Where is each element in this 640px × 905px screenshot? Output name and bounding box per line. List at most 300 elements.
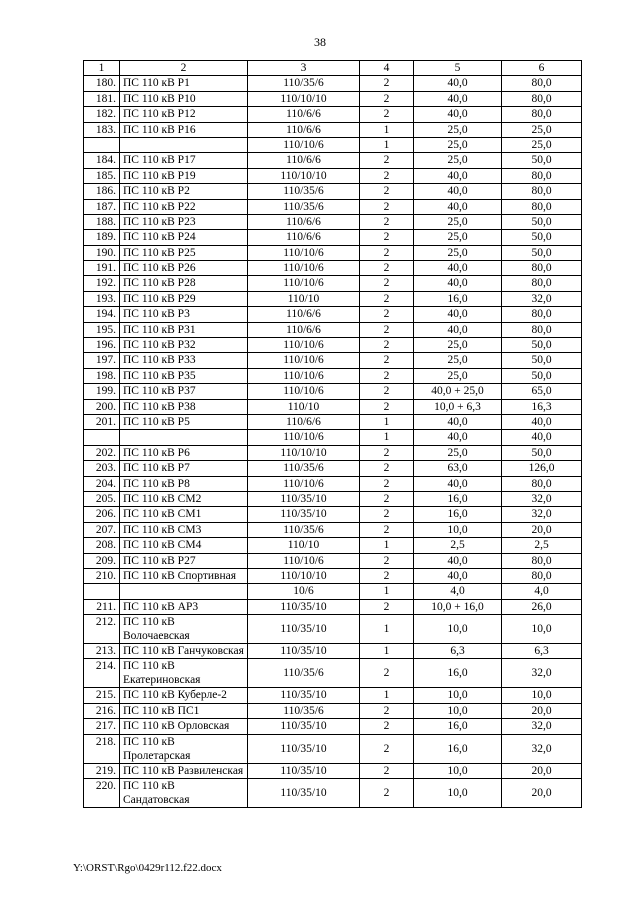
voltage-cell: 110/10/6 [248, 353, 360, 368]
voltage-cell: 110/35/10 [248, 719, 360, 734]
table-row [84, 659, 582, 688]
row-number-cell: 192. [84, 276, 120, 291]
voltage-cell: 110/35/6 [248, 461, 360, 476]
transformer-count-cell: 2 [360, 703, 414, 718]
table-row [84, 763, 582, 778]
total-power-cell: 50,0 [502, 338, 582, 353]
voltage-cell: 110/10/6 [248, 245, 360, 260]
total-power-cell: 20,0 [502, 763, 582, 778]
transformer-count-cell: 2 [360, 322, 414, 337]
header-cell: 3 [248, 61, 360, 76]
total-power-cell: 50,0 [502, 153, 582, 168]
row-number-cell: 212. [84, 615, 120, 644]
transformer-power-cell: 10,0 [414, 522, 502, 537]
transformer-count-cell: 2 [360, 779, 414, 808]
total-power-cell: 2,5 [502, 538, 582, 553]
table-row [84, 307, 582, 322]
total-power-cell: 16,3 [502, 399, 582, 414]
transformer-power-cell: 40,0 [414, 307, 502, 322]
row-number-cell: 217. [84, 719, 120, 734]
row-number-cell: 187. [84, 199, 120, 214]
table-row [84, 553, 582, 568]
table-row [84, 276, 582, 291]
substation-name-cell: ПС 110 кВ Р35 [120, 368, 248, 383]
substation-name-cell: ПС 110 кВ Р32 [120, 338, 248, 353]
substation-name-cell: ПС 110 кВ Р1 [120, 76, 248, 91]
table-row [84, 522, 582, 537]
header-cell: 2 [120, 61, 248, 76]
row-number-cell: 213. [84, 644, 120, 659]
transformer-count-cell: 1 [360, 584, 414, 599]
voltage-cell: 110/35/6 [248, 659, 360, 688]
total-power-cell: 80,0 [502, 276, 582, 291]
transformer-power-cell: 25,0 [414, 368, 502, 383]
transformer-count-cell: 2 [360, 599, 414, 614]
transformer-count-cell: 2 [360, 568, 414, 583]
total-power-cell: 50,0 [502, 214, 582, 229]
voltage-cell: 110/6/6 [248, 214, 360, 229]
table-row [84, 353, 582, 368]
table-row [84, 322, 582, 337]
table-row [84, 122, 582, 137]
row-number-cell: 182. [84, 107, 120, 122]
total-power-cell: 40,0 [502, 414, 582, 429]
voltage-cell: 110/10/10 [248, 91, 360, 106]
row-number-cell: 204. [84, 476, 120, 491]
total-power-cell: 32,0 [502, 719, 582, 734]
row-number-cell: 198. [84, 368, 120, 383]
transformer-count-cell: 2 [360, 461, 414, 476]
table-row [84, 615, 582, 644]
transformer-power-cell: 40,0 [414, 476, 502, 491]
substation-table [83, 60, 582, 808]
transformer-count-cell: 2 [360, 291, 414, 306]
transformer-power-cell: 4,0 [414, 584, 502, 599]
transformer-count-cell: 2 [360, 445, 414, 460]
transformer-count-cell: 2 [360, 91, 414, 106]
row-number-cell: 202. [84, 445, 120, 460]
substation-name-cell: ПС 110 кВ Р17 [120, 153, 248, 168]
row-number-cell: 216. [84, 703, 120, 718]
voltage-cell: 110/10 [248, 399, 360, 414]
table-row [84, 430, 582, 445]
table-row [84, 734, 582, 763]
transformer-power-cell: 40,0 + 25,0 [414, 384, 502, 399]
transformer-power-cell: 40,0 [414, 430, 502, 445]
total-power-cell: 26,0 [502, 599, 582, 614]
table-row [84, 779, 582, 808]
total-power-cell: 80,0 [502, 76, 582, 91]
row-number-cell: 196. [84, 338, 120, 353]
total-power-cell: 80,0 [502, 322, 582, 337]
total-power-cell: 32,0 [502, 291, 582, 306]
transformer-count-cell: 2 [360, 245, 414, 260]
total-power-cell: 80,0 [502, 476, 582, 491]
substation-name-cell [120, 430, 248, 445]
row-number-cell: 184. [84, 153, 120, 168]
transformer-power-cell: 40,0 [414, 322, 502, 337]
substation-name-cell: ПС 110 кВ Р5 [120, 414, 248, 429]
substation-name-cell: ПС 110 кВ Р8 [120, 476, 248, 491]
total-power-cell: 80,0 [502, 91, 582, 106]
transformer-power-cell: 40,0 [414, 199, 502, 214]
row-number-cell: 211. [84, 599, 120, 614]
table-header-row [84, 61, 582, 76]
page-number: 38 [314, 35, 326, 49]
voltage-cell: 110/35/10 [248, 507, 360, 522]
voltage-cell: 110/35/10 [248, 644, 360, 659]
total-power-cell: 80,0 [502, 184, 582, 199]
transformer-power-cell: 40,0 [414, 553, 502, 568]
row-number-cell: 190. [84, 245, 120, 260]
transformer-count-cell: 2 [360, 168, 414, 183]
table-row [84, 76, 582, 91]
transformer-power-cell: 10,0 [414, 763, 502, 778]
total-power-cell: 65,0 [502, 384, 582, 399]
transformer-power-cell: 10,0 [414, 779, 502, 808]
row-number-cell: 195. [84, 322, 120, 337]
row-number-cell: 197. [84, 353, 120, 368]
table-row [84, 230, 582, 245]
row-number-cell: 215. [84, 688, 120, 703]
row-number-cell: 214. [84, 659, 120, 688]
transformer-count-cell: 2 [360, 307, 414, 322]
transformer-power-cell: 40,0 [414, 168, 502, 183]
substation-name-cell: ПС 110 кВ Ганчуковская [120, 644, 248, 659]
table-row [84, 184, 582, 199]
transformer-count-cell: 2 [360, 491, 414, 506]
transformer-power-cell: 6,3 [414, 644, 502, 659]
voltage-cell: 110/10/6 [248, 276, 360, 291]
substation-name-cell: ПС 110 кВ Р27 [120, 553, 248, 568]
transformer-count-cell: 1 [360, 430, 414, 445]
table-row [84, 461, 582, 476]
substation-name-cell: ПС 110 кВ Р16 [120, 122, 248, 137]
substation-name-cell: ПС 110 кВ Р26 [120, 261, 248, 276]
transformer-power-cell: 25,0 [414, 122, 502, 137]
total-power-cell: 32,0 [502, 659, 582, 688]
table-row [84, 703, 582, 718]
voltage-cell: 110/10/6 [248, 430, 360, 445]
table-row [84, 137, 582, 152]
transformer-count-cell: 1 [360, 414, 414, 429]
total-power-cell: 80,0 [502, 568, 582, 583]
total-power-cell: 20,0 [502, 703, 582, 718]
transformer-power-cell: 16,0 [414, 734, 502, 763]
transformer-count-cell: 2 [360, 184, 414, 199]
substation-name-cell: ПС 110 кВ Спортивная [120, 568, 248, 583]
transformer-power-cell: 16,0 [414, 507, 502, 522]
total-power-cell: 20,0 [502, 522, 582, 537]
voltage-cell: 10/6 [248, 584, 360, 599]
substation-name-cell: ПС 110 кВ Р38 [120, 399, 248, 414]
table-row [84, 199, 582, 214]
voltage-cell: 110/10/6 [248, 261, 360, 276]
voltage-cell: 110/35/10 [248, 779, 360, 808]
row-number-cell: 203. [84, 461, 120, 476]
voltage-cell: 110/35/10 [248, 599, 360, 614]
transformer-count-cell: 2 [360, 476, 414, 491]
voltage-cell: 110/10/10 [248, 568, 360, 583]
substation-name-cell [120, 137, 248, 152]
substation-name-cell: ПС 110 кВ Волочаевская [120, 615, 248, 644]
row-number-cell: 200. [84, 399, 120, 414]
transformer-power-cell: 25,0 [414, 353, 502, 368]
voltage-cell: 110/35/10 [248, 688, 360, 703]
table-row [84, 291, 582, 306]
table-row [84, 507, 582, 522]
substation-name-cell: ПС 110 кВ СМ2 [120, 491, 248, 506]
row-number-cell [84, 137, 120, 152]
transformer-power-cell: 10,0 [414, 703, 502, 718]
voltage-cell: 110/10/6 [248, 553, 360, 568]
voltage-cell: 110/6/6 [248, 122, 360, 137]
transformer-count-cell: 2 [360, 763, 414, 778]
voltage-cell: 110/35/6 [248, 199, 360, 214]
transformer-power-cell: 63,0 [414, 461, 502, 476]
table-row [84, 153, 582, 168]
voltage-cell: 110/35/6 [248, 522, 360, 537]
table-row [84, 644, 582, 659]
voltage-cell: 110/6/6 [248, 153, 360, 168]
voltage-cell: 110/10/10 [248, 168, 360, 183]
voltage-cell: 110/10/6 [248, 137, 360, 152]
row-number-cell: 181. [84, 91, 120, 106]
substation-name-cell: ПС 110 кВ Р29 [120, 291, 248, 306]
substation-name-cell: ПС 110 кВ Р37 [120, 384, 248, 399]
total-power-cell: 32,0 [502, 491, 582, 506]
voltage-cell: 110/6/6 [248, 414, 360, 429]
row-number-cell [84, 430, 120, 445]
substation-name-cell: ПС 110 кВ Развиленская [120, 763, 248, 778]
voltage-cell: 110/6/6 [248, 230, 360, 245]
total-power-cell: 10,0 [502, 688, 582, 703]
transformer-count-cell: 2 [360, 734, 414, 763]
total-power-cell: 50,0 [502, 230, 582, 245]
voltage-cell: 110/10/6 [248, 476, 360, 491]
substation-name-cell [120, 584, 248, 599]
row-number-cell: 208. [84, 538, 120, 553]
row-number-cell: 194. [84, 307, 120, 322]
table-row [84, 719, 582, 734]
voltage-cell: 110/10/10 [248, 445, 360, 460]
substation-name-cell: ПС 110 кВ Орловская [120, 719, 248, 734]
transformer-power-cell: 16,0 [414, 291, 502, 306]
table-row [84, 599, 582, 614]
total-power-cell: 50,0 [502, 368, 582, 383]
voltage-cell: 110/6/6 [248, 322, 360, 337]
substation-name-cell: ПС 110 кВ Р3 [120, 307, 248, 322]
substation-name-cell: ПС 110 кВ Р6 [120, 445, 248, 460]
transformer-power-cell: 25,0 [414, 338, 502, 353]
transformer-power-cell: 40,0 [414, 107, 502, 122]
transformer-power-cell: 40,0 [414, 276, 502, 291]
transformer-power-cell: 25,0 [414, 214, 502, 229]
table-row [84, 414, 582, 429]
footer-file-path: Y:\ORST\Rgo\0429r112.f22.docx [73, 862, 222, 874]
table-row [84, 245, 582, 260]
transformer-count-cell: 2 [360, 261, 414, 276]
substation-name-cell: ПС 110 кВ АР3 [120, 599, 248, 614]
row-number-cell: 206. [84, 507, 120, 522]
total-power-cell: 80,0 [502, 199, 582, 214]
transformer-power-cell: 10,0 + 16,0 [414, 599, 502, 614]
row-number-cell: 220. [84, 779, 120, 808]
row-number-cell: 199. [84, 384, 120, 399]
transformer-power-cell: 40,0 [414, 184, 502, 199]
substation-name-cell: ПС 110 кВ Екатериновская [120, 659, 248, 688]
row-number-cell: 207. [84, 522, 120, 537]
row-number-cell: 210. [84, 568, 120, 583]
transformer-count-cell: 2 [360, 507, 414, 522]
transformer-count-cell: 1 [360, 538, 414, 553]
total-power-cell: 32,0 [502, 507, 582, 522]
transformer-power-cell: 16,0 [414, 719, 502, 734]
table-row [84, 338, 582, 353]
transformer-power-cell: 2,5 [414, 538, 502, 553]
table-row [84, 368, 582, 383]
transformer-count-cell: 2 [360, 230, 414, 245]
substation-name-cell: ПС 110 кВ ПС1 [120, 703, 248, 718]
table-row [84, 384, 582, 399]
transformer-power-cell: 16,0 [414, 491, 502, 506]
transformer-count-cell: 1 [360, 137, 414, 152]
total-power-cell: 80,0 [502, 307, 582, 322]
voltage-cell: 110/35/10 [248, 763, 360, 778]
substation-name-cell: ПС 110 кВ СМ4 [120, 538, 248, 553]
table-row [84, 538, 582, 553]
row-number-cell: 189. [84, 230, 120, 245]
row-number-cell: 193. [84, 291, 120, 306]
voltage-cell: 110/35/6 [248, 76, 360, 91]
header-cell: 4 [360, 61, 414, 76]
substation-name-cell: ПС 110 кВ Сандатовская [120, 779, 248, 808]
transformer-power-cell: 25,0 [414, 153, 502, 168]
transformer-count-cell: 2 [360, 214, 414, 229]
table-row [84, 168, 582, 183]
substation-name-cell: ПС 110 кВ Р22 [120, 199, 248, 214]
transformer-power-cell: 40,0 [414, 414, 502, 429]
total-power-cell: 80,0 [502, 261, 582, 276]
transformer-count-cell: 1 [360, 688, 414, 703]
total-power-cell: 10,0 [502, 615, 582, 644]
table-row [84, 445, 582, 460]
substation-name-cell: ПС 110 кВ Р33 [120, 353, 248, 368]
voltage-cell: 110/35/10 [248, 491, 360, 506]
row-number-cell: 191. [84, 261, 120, 276]
total-power-cell: 50,0 [502, 245, 582, 260]
total-power-cell: 4,0 [502, 584, 582, 599]
transformer-power-cell: 10,0 [414, 688, 502, 703]
transformer-power-cell: 40,0 [414, 91, 502, 106]
transformer-count-cell: 2 [360, 76, 414, 91]
transformer-power-cell: 10,0 [414, 615, 502, 644]
substation-name-cell: ПС 110 кВ СМ1 [120, 507, 248, 522]
transformer-count-cell: 2 [360, 719, 414, 734]
total-power-cell: 6,3 [502, 644, 582, 659]
row-number-cell: 185. [84, 168, 120, 183]
voltage-cell: 110/6/6 [248, 307, 360, 322]
voltage-cell: 110/35/6 [248, 703, 360, 718]
table-row [84, 214, 582, 229]
transformer-power-cell: 10,0 + 6,3 [414, 399, 502, 414]
total-power-cell: 80,0 [502, 553, 582, 568]
row-number-cell: 218. [84, 734, 120, 763]
transformer-power-cell: 25,0 [414, 230, 502, 245]
total-power-cell: 50,0 [502, 445, 582, 460]
transformer-count-cell: 2 [360, 276, 414, 291]
total-power-cell: 80,0 [502, 107, 582, 122]
substation-name-cell: ПС 110 кВ Куберле-2 [120, 688, 248, 703]
voltage-cell: 110/10 [248, 291, 360, 306]
transformer-power-cell: 16,0 [414, 659, 502, 688]
transformer-power-cell: 40,0 [414, 261, 502, 276]
header-cell: 5 [414, 61, 502, 76]
substation-name-cell: ПС 110 кВ Р10 [120, 91, 248, 106]
substation-name-cell: ПС 110 кВ Р12 [120, 107, 248, 122]
substation-name-cell: ПС 110 кВ Р19 [120, 168, 248, 183]
table-row [84, 91, 582, 106]
substation-name-cell: ПС 110 кВ Р7 [120, 461, 248, 476]
transformer-count-cell: 2 [360, 368, 414, 383]
transformer-count-cell: 1 [360, 644, 414, 659]
transformer-count-cell: 2 [360, 353, 414, 368]
transformer-power-cell: 25,0 [414, 445, 502, 460]
substation-name-cell: ПС 110 кВ Р23 [120, 214, 248, 229]
total-power-cell: 32,0 [502, 734, 582, 763]
substation-name-cell: ПС 110 кВ СМ3 [120, 522, 248, 537]
transformer-count-cell: 2 [360, 522, 414, 537]
transformer-power-cell: 25,0 [414, 245, 502, 260]
table-row [84, 568, 582, 583]
total-power-cell: 25,0 [502, 137, 582, 152]
header-cell: 6 [502, 61, 582, 76]
substation-name-cell: ПС 110 кВ Р24 [120, 230, 248, 245]
voltage-cell: 110/35/10 [248, 734, 360, 763]
substation-name-cell: ПС 110 кВ Р31 [120, 322, 248, 337]
voltage-cell: 110/35/6 [248, 184, 360, 199]
voltage-cell: 110/10/6 [248, 368, 360, 383]
row-number-cell: 205. [84, 491, 120, 506]
transformer-power-cell: 40,0 [414, 76, 502, 91]
substation-name-cell: ПС 110 кВ Р25 [120, 245, 248, 260]
transformer-power-cell: 40,0 [414, 568, 502, 583]
substation-name-cell: ПС 110 кВ Р28 [120, 276, 248, 291]
transformer-count-cell: 2 [360, 153, 414, 168]
transformer-count-cell: 2 [360, 384, 414, 399]
voltage-cell: 110/6/6 [248, 107, 360, 122]
total-power-cell: 126,0 [502, 461, 582, 476]
row-number-cell: 180. [84, 76, 120, 91]
voltage-cell: 110/35/10 [248, 615, 360, 644]
table-row [84, 107, 582, 122]
row-number-cell: 183. [84, 122, 120, 137]
row-number-cell: 186. [84, 184, 120, 199]
voltage-cell: 110/10/6 [248, 338, 360, 353]
table-row [84, 584, 582, 599]
substation-name-cell: ПС 110 кВ Р2 [120, 184, 248, 199]
table-row [84, 491, 582, 506]
total-power-cell: 20,0 [502, 779, 582, 808]
header-cell: 1 [84, 61, 120, 76]
table-row [84, 261, 582, 276]
voltage-cell: 110/10/6 [248, 384, 360, 399]
transformer-count-cell: 2 [360, 338, 414, 353]
transformer-count-cell: 2 [360, 659, 414, 688]
row-number-cell: 209. [84, 553, 120, 568]
transformer-power-cell: 25,0 [414, 137, 502, 152]
transformer-count-cell: 2 [360, 399, 414, 414]
